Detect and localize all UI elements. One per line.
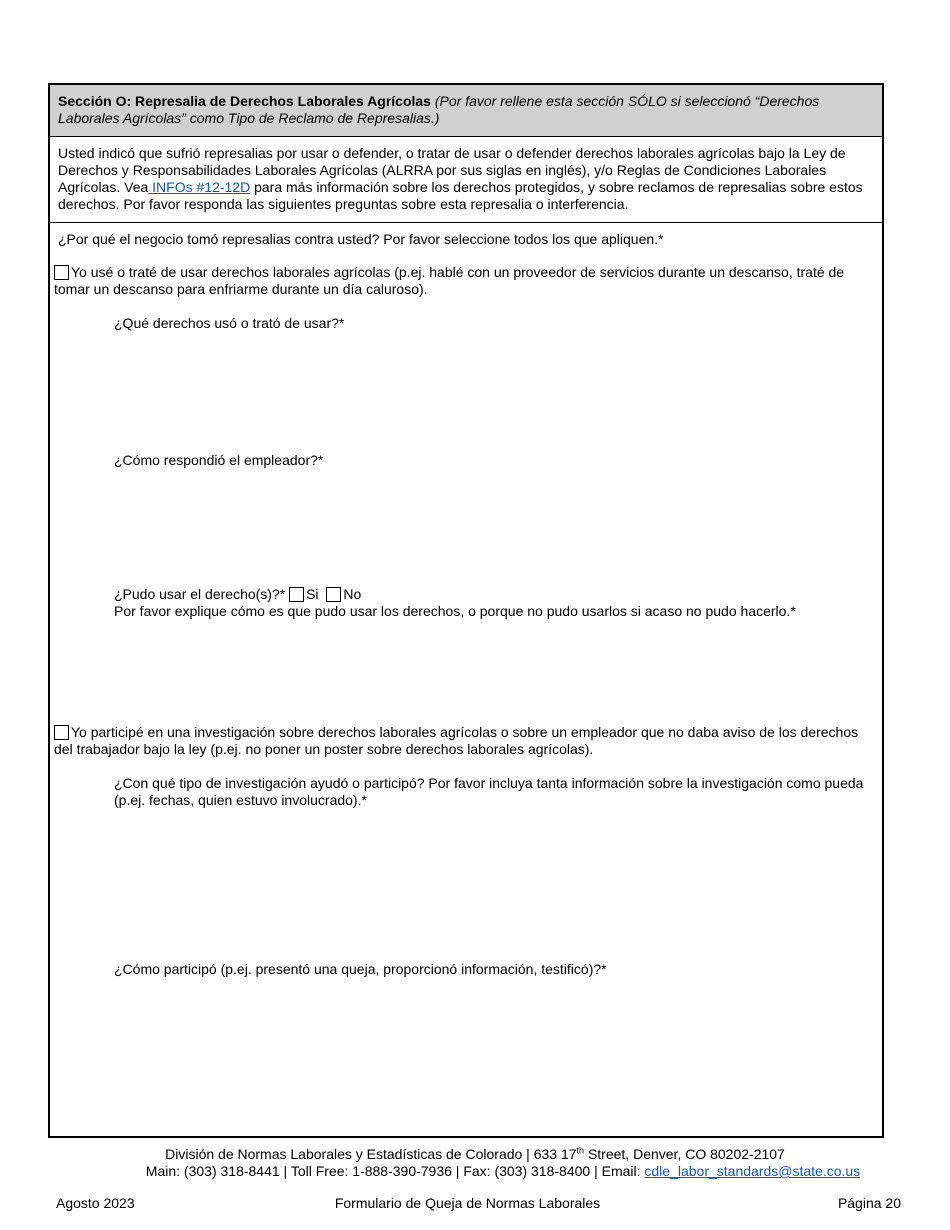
footer-address bbox=[0, 1146, 950, 1163]
option-used-rights-label: Yo usé o traté de usar derechos laborales agrícolas (p.ej. hablé con un proveedor de servicios durante un descanso, traté de tomar un descanso para enfriarme durante un día caluroso). bbox=[54, 264, 845, 297]
footer-address-end: Street, Denver, CO 80202-2107 bbox=[584, 1146, 785, 1162]
infos-link[interactable]: INFOs #12-12D bbox=[148, 179, 251, 195]
intro-text: Usted indicó que sufrió represalias por usar o defender, o tratar de usar o defender derechos laborales agrícolas bajo la Ley de Derechos y Responsabilidades Laborales Agrícolas (ALRRA por sus siglas en inglés), y/o Reglas de Condiciones Laborales Agrícolas. Vea bbox=[58, 145, 846, 195]
question-employer-response: ¿Cómo respondió el empleador?* bbox=[114, 452, 324, 468]
option-investigation bbox=[54, 724, 874, 758]
answer-investigation-type[interactable] bbox=[114, 813, 864, 943]
answer-how-participated[interactable] bbox=[114, 981, 864, 1131]
footer-page-number: Página 20 bbox=[837, 1195, 901, 1211]
checkbox-no[interactable] bbox=[326, 587, 341, 602]
option-investigation-label: Yo participé en una investigación sobre derechos laborales agrícolas o sobre un empleador que no daba aviso de los derechos del trabajador bajo la ley (p.ej. no poner un poster sobre derechos laborales agrícolas). bbox=[54, 724, 859, 757]
checkbox-used-rights[interactable] bbox=[54, 265, 69, 280]
section-o-form bbox=[48, 83, 884, 1138]
yes-label: Si bbox=[306, 586, 319, 602]
footer-form-name: Formulario de Queja de Normas Laborales bbox=[334, 1195, 601, 1211]
no-label: No bbox=[343, 586, 362, 602]
checkbox-investigation[interactable] bbox=[54, 725, 69, 740]
section-title: Sección O: Represalia de Derechos Laborales Agrícolas bbox=[58, 93, 431, 109]
section-note: (Por favor rellene esta sección SÓLO si seleccionó “Derechos Laborales Agrícolas” como Tipo de Reclamo de Represalias.) bbox=[58, 93, 820, 126]
question-investigation-type: ¿Con qué tipo de investigación ayudó o participó? Por favor incluya tanta información sobre la investigación como pueda (p.ej. fechas, quien estuvo involucrado).* bbox=[114, 775, 864, 808]
footer-address-sup: th bbox=[576, 1145, 585, 1156]
intro-text-end: para más información sobre los derechos protegidos, y sobre reclamos de represalias sobre estos derechos. Por favor responda las siguientes preguntas sobre esta represalia o interferencia. bbox=[58, 179, 863, 212]
question-could-use bbox=[114, 586, 872, 603]
answer-explain[interactable] bbox=[114, 623, 864, 713]
question-could-use-label: ¿Pudo usar el derecho(s)?* bbox=[114, 586, 286, 602]
question-explain: Por favor explique cómo es que pudo usar los derechos, o porque no pudo usarlos si acaso no pudo hacerlo.* bbox=[114, 603, 796, 619]
section-header bbox=[50, 85, 882, 137]
main-question: ¿Por qué el negocio tomó represalias contra usted? Por favor seleccione todos los que apliquen.* bbox=[58, 231, 664, 247]
question-rights-used: ¿Qué derechos usó o trató de usar?* bbox=[114, 315, 345, 331]
option-used-rights bbox=[54, 264, 874, 298]
checkbox-yes[interactable] bbox=[289, 587, 304, 602]
intro-paragraph bbox=[50, 137, 882, 223]
footer-contact bbox=[0, 1163, 950, 1180]
answer-rights-used[interactable] bbox=[114, 335, 864, 435]
footer-contact-text: Main: (303) 318-8441 | Toll Free: 1-888-390-7936 | Fax: (303) 318-8400 | Email: bbox=[145, 1163, 645, 1179]
footer-date: Agosto 2023 bbox=[56, 1195, 135, 1211]
footer-address-text: División de Normas Laborales y Estadísticas de Colorado | 633 17 bbox=[165, 1146, 577, 1162]
answer-employer-response[interactable] bbox=[114, 472, 864, 572]
footer-email-link[interactable]: cdle_labor_standards@state.co.us bbox=[644, 1163, 861, 1179]
question-how-participated: ¿Cómo participó (p.ej. presentó una queja, proporcionó información, testificó)?* bbox=[114, 961, 607, 977]
